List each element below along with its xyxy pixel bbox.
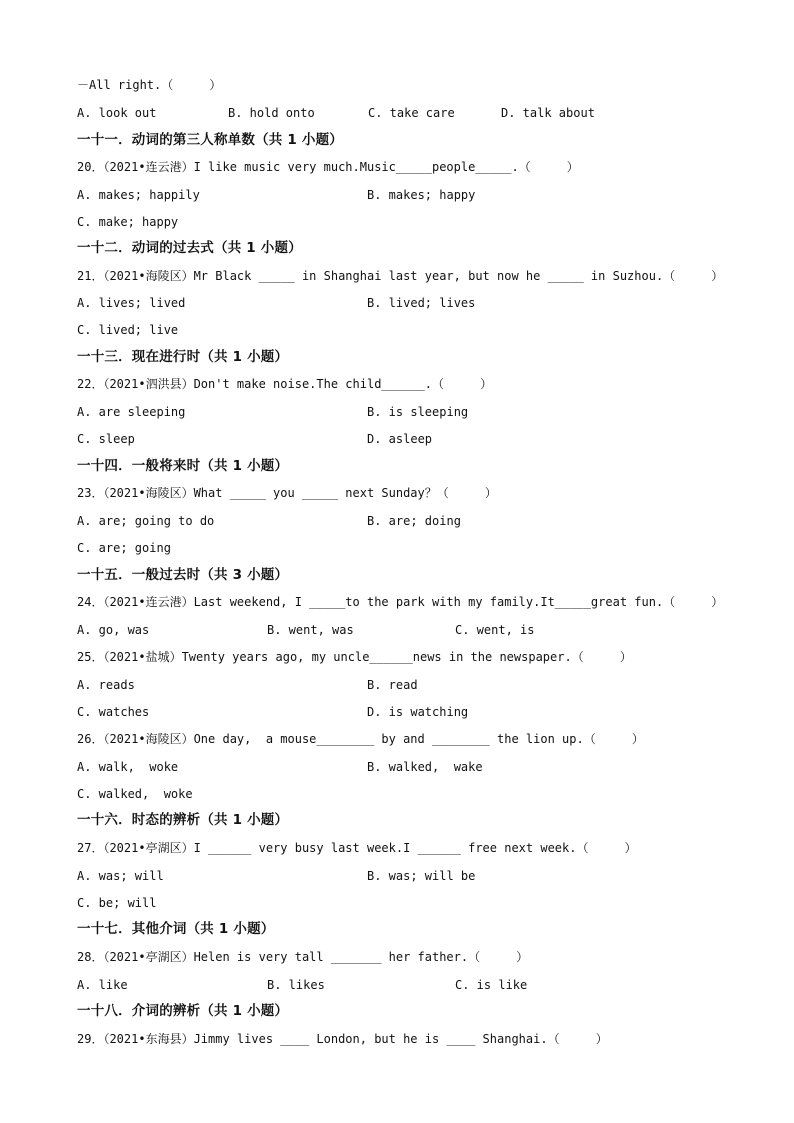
question-27-options-row2 bbox=[77, 893, 754, 913]
option-b: B. lived; lives bbox=[367, 296, 476, 310]
option-b: B. walked, wake bbox=[367, 760, 483, 774]
question-24-options bbox=[77, 620, 754, 640]
question-22: 22．（2021•泗洪县）Don't make noise.The child______.（ ） bbox=[77, 377, 493, 391]
option-c: C. be; will bbox=[77, 896, 157, 910]
section-heading-14: 一十四．一般将来时（共 1 小题） bbox=[77, 458, 289, 474]
question-27-options-row1 bbox=[77, 866, 754, 886]
question-23-options-row1 bbox=[77, 511, 754, 531]
section-heading-16: 一十六．时态的辨析（共 1 小题） bbox=[77, 812, 289, 828]
question-22-options-row1 bbox=[77, 402, 754, 422]
question-20-options-row1 bbox=[77, 185, 754, 205]
option-c: C. walked, woke bbox=[77, 787, 193, 801]
option-a: A. are sleeping bbox=[77, 405, 186, 419]
option-d: D. is watching bbox=[367, 705, 469, 719]
question-21: 21．（2021•海陵区）Mr Black _____ in Shanghai last year, but now he _____ in Suzhou.（ ） bbox=[77, 269, 724, 283]
option-b: B. went, was bbox=[267, 623, 354, 637]
option-b: B. are; doing bbox=[367, 514, 461, 528]
option-d: D. asleep bbox=[367, 432, 433, 446]
question-19-stem-tail: －All right.（ ） bbox=[77, 78, 222, 92]
section-heading-12: 一十二．动词的过去式（共 1 小题） bbox=[77, 240, 302, 256]
option-b: B. was; will be bbox=[367, 869, 476, 883]
question-25-options-row1 bbox=[77, 675, 754, 695]
question-24: 24．（2021•连云港）Last weekend, I _____to the park with my family.It_____great fun.（ ） bbox=[77, 595, 724, 609]
question-22-options-row2 bbox=[77, 429, 754, 449]
question-26-options-row2 bbox=[77, 784, 754, 804]
question-27: 27．（2021•亭湖区）I ______ very busy last week.I ______ free next week.（ ） bbox=[77, 841, 637, 855]
option-a: A. was; will bbox=[77, 869, 164, 883]
option-c: C. is like bbox=[455, 978, 528, 992]
option-a: A. reads bbox=[77, 678, 135, 692]
option-c: C. make; happy bbox=[77, 215, 179, 229]
option-c: C. take care bbox=[368, 106, 455, 120]
question-25: 25．（2021•盐城）Twenty years ago, my uncle______news in the newspaper.（ ） bbox=[77, 650, 632, 664]
question-20-options-row2 bbox=[77, 212, 754, 232]
question-26: 26．（2021•海陵区）One day, a mouse________ by and ________ the lion up.（ ） bbox=[77, 732, 644, 746]
option-a: A. makes; happily bbox=[77, 188, 200, 202]
option-d: D. talk about bbox=[501, 106, 595, 120]
option-c: C. lived; live bbox=[77, 323, 179, 337]
option-c: C. are; going bbox=[77, 541, 171, 555]
option-b: B. likes bbox=[267, 978, 325, 992]
option-b: B. hold onto bbox=[228, 106, 315, 120]
question-25-options-row2 bbox=[77, 702, 754, 722]
option-a: A. look out bbox=[77, 106, 157, 120]
question-19-options bbox=[77, 103, 754, 123]
option-a: A. lives; lived bbox=[77, 296, 186, 310]
question-21-options-row2 bbox=[77, 320, 754, 340]
section-heading-11: 一十一．动词的第三人称单数（共 1 小题） bbox=[77, 132, 343, 148]
question-23: 23．（2021•海陵区）What _____ you _____ next Sunday？（ ） bbox=[77, 486, 497, 500]
option-a: A. go, was bbox=[77, 623, 150, 637]
option-b: B. is sleeping bbox=[367, 405, 469, 419]
section-heading-13: 一十三．现在进行时（共 1 小题） bbox=[77, 349, 289, 365]
question-29: 29．（2021•东海县）Jimmy lives ____ London, but he is ____ Shanghai.（ ） bbox=[77, 1032, 608, 1046]
option-c: C. sleep bbox=[77, 432, 135, 446]
option-c: C. watches bbox=[77, 705, 150, 719]
option-b: B. read bbox=[367, 678, 418, 692]
section-heading-17: 一十七．其他介词（共 1 小题） bbox=[77, 921, 275, 937]
question-23-options-row2 bbox=[77, 538, 754, 558]
section-heading-15: 一十五．一般过去时（共 3 小题） bbox=[77, 567, 289, 583]
question-21-options-row1 bbox=[77, 293, 754, 313]
option-c: C. went, is bbox=[455, 623, 535, 637]
option-a: A. walk, woke bbox=[77, 760, 179, 774]
option-a: A. like bbox=[77, 978, 128, 992]
option-a: A. are; going to do bbox=[77, 514, 215, 528]
question-28-options bbox=[77, 975, 754, 995]
question-28: 28．（2021•亭湖区）Helen is very tall _______ her father.（ ） bbox=[77, 950, 529, 964]
question-26-options-row1 bbox=[77, 757, 754, 777]
option-b: B. makes; happy bbox=[367, 188, 476, 202]
section-heading-18: 一十八．介词的辨析（共 1 小题） bbox=[77, 1003, 289, 1019]
question-20: 20．（2021•连云港）I like music very much.Music_____people_____.（ ） bbox=[77, 160, 579, 174]
